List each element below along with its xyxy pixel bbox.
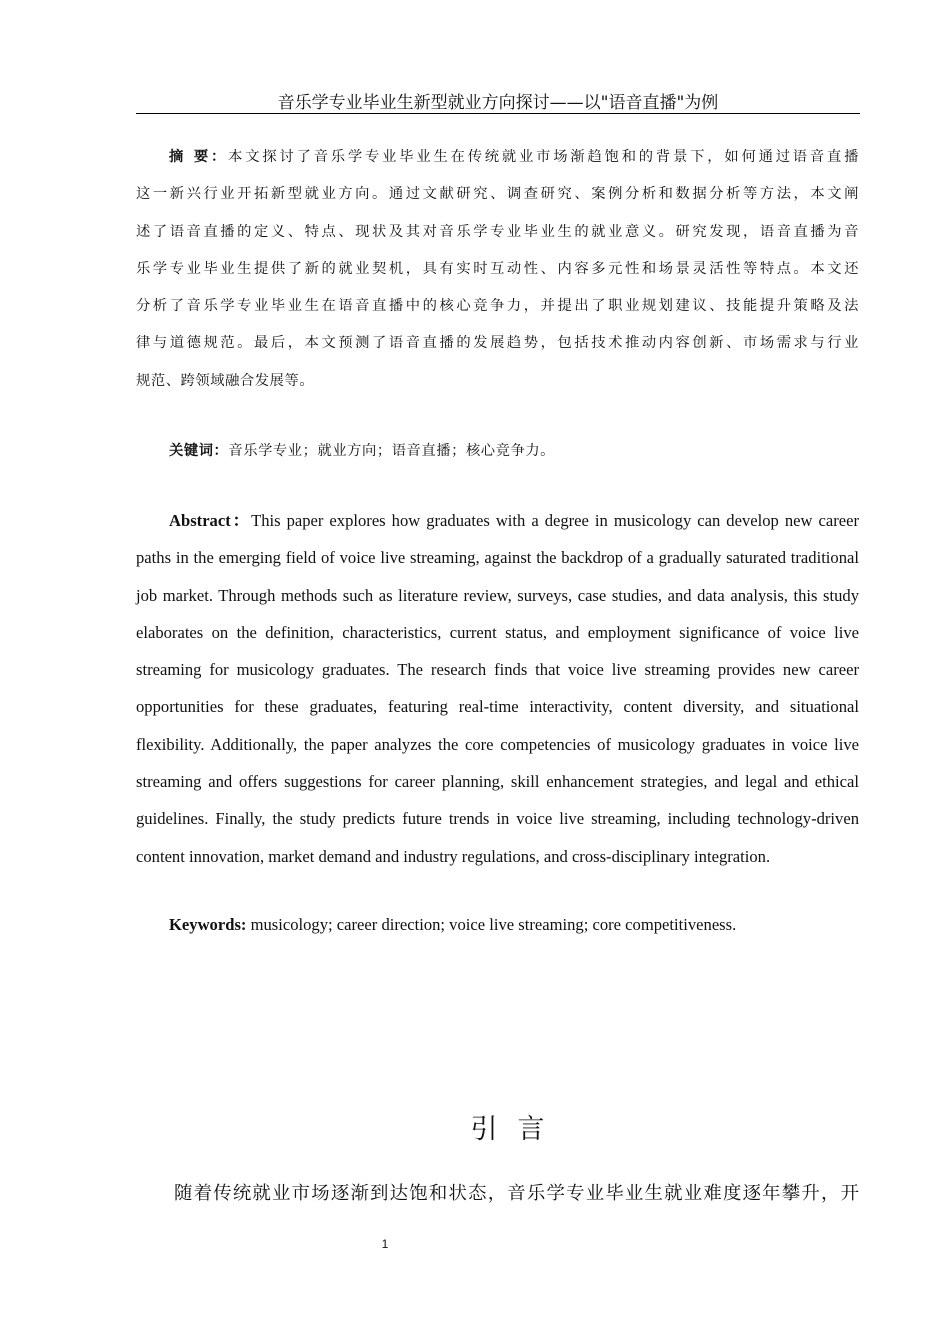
running-header: 音乐学专业毕业生新型就业方向探讨——以"语音直播"为例 [136,93,860,114]
abstract-text: This paper explores how graduates with a degree in musicology can develop new career [251,511,859,530]
keywords-label: 关键词： [169,443,229,459]
keywords-text: musicology; career direction; voice live streaming; core competitiveness. [246,915,737,934]
abstract-line: guidelines. Finally, the study predicts future trends in voice live streaming, including technology-driven [136,809,859,829]
english-abstract [136,502,859,875]
abstract-line: job market. Through methods such as literature review, surveys, case studies, and data analysis, this study [136,585,859,605]
body-first-line: 随着传统就业市场逐渐到达饱和状态，音乐学专业毕业生就业难度逐年攀升，开 [174,1183,859,1204]
abstract-line: 律与道德规范。最后，本文预测了语音直播的发展趋势，包括技术推动内容创新、市场需求与行业 [136,335,859,352]
abstract-label: Abstract： [169,511,252,530]
abstract-line [136,139,859,176]
abstract-line: flexibility. Additionally, the paper analyzes the core competencies of musicology graduates in voice live [136,734,859,754]
abstract-line: 规范、跨领域融合发展等。 [136,372,315,389]
section-title: 引言 [470,1114,565,1145]
abstract-line: 乐学专业毕业生提供了新的就业契机，具有实时互动性、内容多元性和场景灵活性等特点。本文还 [136,260,859,277]
abstract-line: streaming and offers suggestions for career planning, skill enhancement strategies, and legal and ethical [136,772,859,792]
page-number: 1 [381,1237,389,1251]
body-paragraph [136,1175,859,1213]
abstract-line: content innovation, market demand and industry regulations, and cross-disciplinary integration. [136,846,771,866]
abstract-line: elaborates on the definition, characteristics, current status, and employment significance of voice live [136,622,859,642]
abstract-line: 述了语音直播的定义、特点、现状及其对音乐学专业毕业生的就业意义。研究发现，语音直播为音 [136,223,859,240]
keywords-text: 音乐学专业；就业方向；语音直播；核心竞争力。 [228,443,556,459]
abstract-line: 这一新兴行业开拓新型就业方向。通过文献研究、调查研究、案例分析和数据分析等方法，本文阐 [136,186,859,203]
keywords-label: Keywords: [169,915,247,934]
chinese-keywords [136,433,892,470]
abstract-line: opportunities for these graduates, featuring real-time interactivity, content diversity, and situational [136,697,859,717]
abstract-line: streaming for musicology graduates. The research finds that voice live streaming provides new career [136,660,859,680]
english-keywords [136,906,892,943]
abstract-line [136,502,859,539]
chinese-abstract [136,139,859,400]
abstract-line: paths in the emerging field of voice live streaming, against the backdrop of a gradually saturated traditional [136,548,859,568]
abstract-label: 摘 要： [169,149,229,165]
abstract-text: 本文探讨了音乐学专业毕业生在传统就业市场渐趋饱和的背景下，如何通过语音直播 [228,149,859,165]
abstract-line: 分析了音乐学专业毕业生在语音直播中的核心竞争力，并提出了职业规划建议、技能提升策略及法 [136,298,859,315]
